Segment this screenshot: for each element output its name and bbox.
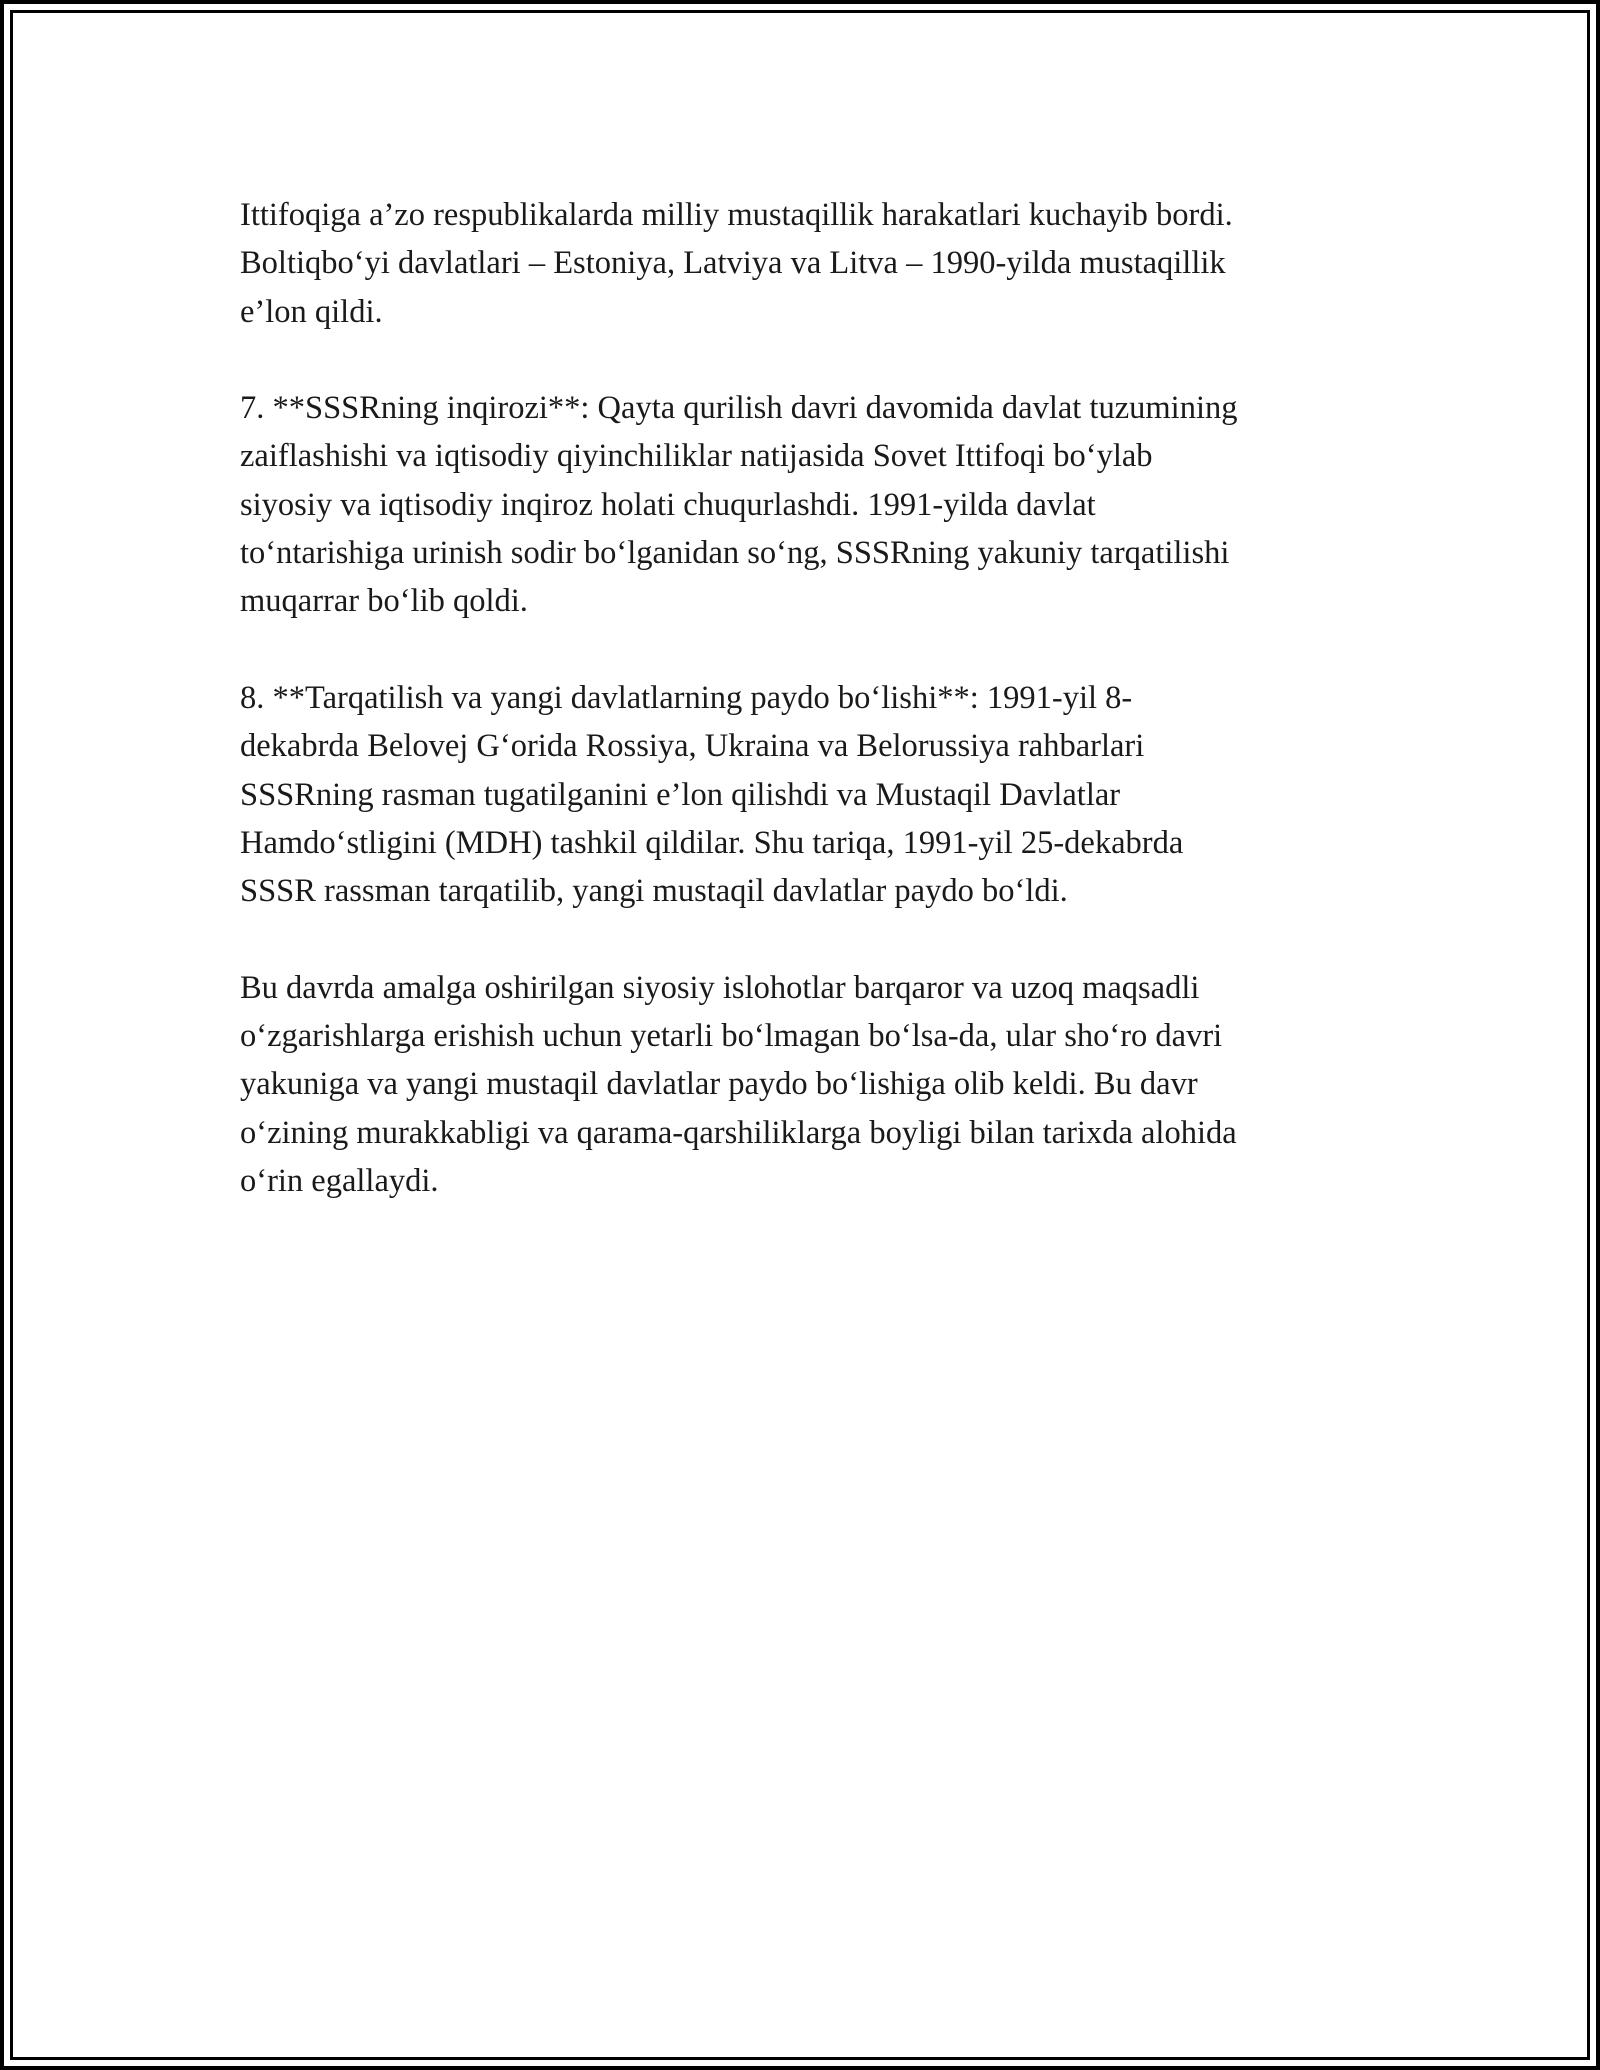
text-line: muqarrar bo‘lib qoldi.: [240, 583, 528, 620]
text-line: o‘rin egallaydi.: [240, 1162, 439, 1199]
paragraph-conclusion: [240, 964, 1400, 1205]
text-line: dekabrda Belovej G‘orida Rossiya, Ukraina va Belorussiya rahbarlari: [240, 728, 1145, 765]
text-line: yakuniga va yangi mustaqil davlatlar paydo bo‘lishiga olib keldi. Bu davr: [240, 1066, 1198, 1103]
paragraph-ussr-crisis: [240, 384, 1400, 625]
text-line: Hamdo‘stligini (MDH) tashkil qildilar. Shu tariqa, 1991-yil 25-dekabrda: [240, 824, 1184, 861]
text-line: to‘ntarishiga urinish sodir bo‘lganidan so‘ng, SSSRning yakuniy tarqatilishi: [240, 535, 1230, 572]
text-line: zaiflashishi va iqtisodiy qiyinchiliklar natijasida Sovet Ittifoqi bo‘ylab: [240, 438, 1153, 475]
text-line: Ittifoqiga a’zo respublikalarda milliy mustaqillik harakatlari kuchayib bordi.: [240, 197, 1233, 233]
text-line: SSSRning rasman tugatilganini e’lon qilishdi va Mustaqil Davlatlar: [240, 776, 1121, 813]
paragraph-independence-movements: [240, 191, 1400, 336]
text-line: SSSR rassman tarqatilib, yangi mustaqil davlatlar paydo bo‘ldi.: [240, 873, 1068, 910]
text-line: Bu davrda amalga oshirilgan siyosiy islohotlar barqaror va uzoq maqsadli: [240, 969, 1200, 1006]
text-line: o‘zining murakkabligi va qarama-qarshiliklarga boyligi bilan tarixda alohida: [240, 1114, 1237, 1151]
document-body: [240, 191, 1400, 1254]
text-line: e’lon qildi.: [240, 293, 383, 330]
text-line: Boltiqbo‘yi davlatlari – Estoniya, Latviya va Litva – 1990-yilda mustaqillik: [240, 245, 1226, 282]
text-line: o‘zgarishlarga erishish uchun yetarli bo‘lmagan bo‘lsa-da, ular sho‘ro davri: [240, 1018, 1223, 1055]
text-line: 7. **SSSRning inqirozi**: Qayta qurilish davri davomida davlat tuzumining: [240, 390, 1238, 427]
text-line: siyosiy va iqtisodiy inqiroz holati chuqurlashdi. 1991-yilda davlat: [240, 486, 1096, 523]
paragraph-dissolution: [240, 674, 1400, 915]
text-line: 8. **Tarqatilish va yangi davlatlarning paydo bo‘lishi**: 1991-yil 8-: [240, 679, 1133, 716]
